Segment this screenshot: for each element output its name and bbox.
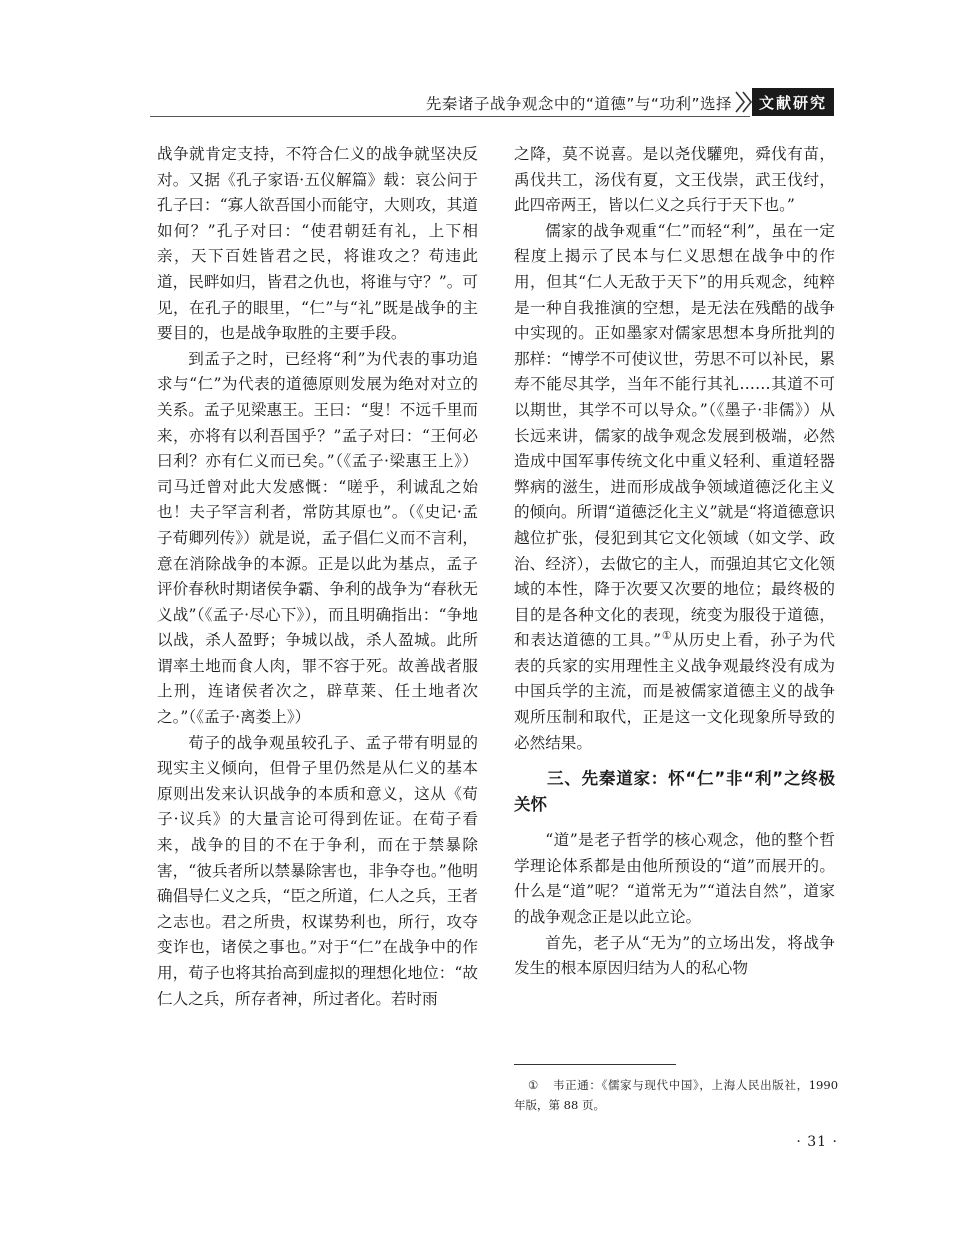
paragraph: 荀子的战争观虽较孔子、孟子带有明显的现实主义倾向，但骨子里仍然是从仁义的基本原则出发来认识战争的本质和意义，这从《荀子·议兵》的大量言论可得到佐证。在荀子看来，战争的目的不在于争利，而在于禁暴除害，“彼兵者所以禁暴除害也，非争夺也。”他明确倡导仁义之兵，“臣之所道，仁人之兵，王者之志也。君之所贵，权谋势利也，所行，攻夺变诈也，诸侯之事也。”对于“仁”在战争中的作用，荀子也将其抬高到虚拟的理想化地位：“故仁人之兵，所存者神，所过者化。若时雨: [157, 733, 478, 1008]
footnote-ref: ①: [661, 629, 673, 643]
header-rule: [150, 116, 750, 117]
section-heading: 三、先秦道家：怀“仁”非“利”之终极关怀: [514, 769, 835, 815]
section-tag: 文献研究: [752, 88, 834, 116]
left-column: [157, 142, 478, 1012]
footnote-rule: [514, 1064, 676, 1065]
footnote-mark: ①: [528, 1078, 539, 1092]
running-header-title: 先秦诸子战争观念中的“道德”与“功利”选择: [425, 95, 732, 113]
paragraph: 战争就肯定支持，不符合仁义的战争就坚决反对。又据《孔子家语·五仪解篇》载：哀公问于孔子曰：“寡人欲吾国小而能守，大则攻，其道如何？”孔子对曰：“使君朝廷有礼，上下相亲，天下百姓皆君之民，将谁攻之？苟违此道，民畔如归，皆君之仇也，将谁与守？”。可见，在孔子的眼里，“仁”与“礼”既是战争的主要目的，也是战争取胜的主要手段。: [157, 145, 478, 343]
paragraph: 到孟子之时，已经将“利”为代表的事功追求与“仁”为代表的道德原则发展为绝对对立的关系。孟子见梁惠王。王曰：“叟！不远千里而来，亦将有以利吾国乎？”孟子对曰：“王何必曰利？亦有仁义而已矣。”（《孟子·梁惠王上》）司马迁曾对此大发感慨：“嗟乎，利诚乱之始也！夫子罕言利者，常防其原也”。（《史记·孟子荀卿列传》）就是说，孟子倡仁义而不言利，意在消除战争的本源。正是以此为基点，孟子评价春秋时期诸侯争霸、争利的战争为“春秋无义战”（《孟子·尽心下》），而且明确指出：“争地以战，杀人盈野；争城以战，杀人盈城。此所谓率土地而食人肉，罪不容于死。故善战者服上刑，连诸侯者次之，辟草莱、任土地者次之。”（《孟子·离娄上》）: [157, 349, 478, 727]
footnote: [514, 1075, 838, 1115]
paragraph-text: 从历史上看，孙子为代表的兵家的实用理性主义战争观最终没有成为中国兵学的主流，而是被儒家道德主义的战争观所压制和取代，正是这一文化现象所导致的必然结果。: [514, 631, 835, 752]
paragraph: “道”是老子哲学的核心观念，他的整个哲学理论体系都是由他所预设的“道”而展开的。什么是“道”呢？“道常无为”“道法自然”，道家的战争观念正是以此立论。: [514, 831, 835, 927]
paragraph-text: 儒家的战争观重“仁”而轻“利”，虽在一定程度上揭示了民本与仁义思想在战争中的作用，但其“仁人无敌于天下”的用兵观念，纯粹是一种自我推演的空想，是无法在残酷的战争中实现的。正如墨家对儒家思想本身所批判的那样：“博学不可使议世，劳思不可以补民，累寿不能尽其学，当年不能行其礼……其道不可以期世，其学不可以导众。”（《墨子·非儒》）从长远来讲，儒家的战争观念发展到极端，必然造成中国军事传统文化中重义轻利、重道轻器弊病的滋生，进而形成战争领域道德泛化主义的倾向。所谓“道德泛化主义”就是“将道德意识越位扩张，侵犯到其它文化领域（如文学、政治、经济），去做它的主人，而强迫其它文化领域的本性，降于次要又次要的地位；最终极的目的是各种文化的表现，统变为服役于道德，和表达道德的工具。”: [514, 221, 835, 650]
paragraph: 之降，莫不说喜。是以尧伐驩兜，舜伐有苗，禹伐共工，汤伐有夏，文王伐崇，武王伐纣，此四帝两王，皆以仁义之兵行于天下也。”: [514, 145, 835, 215]
page-number: · 31 ·: [796, 1134, 838, 1150]
footnote-text: 韦正通：《儒家与现代中国》，上海人民出版社，1990 年版，第 88 页。: [514, 1078, 839, 1112]
right-column: [514, 142, 835, 982]
paragraph: 首先，老子从“无为”的立场出发，将战争发生的根本原因归结为人的私心物: [514, 933, 835, 978]
paragraph: [514, 219, 835, 756]
